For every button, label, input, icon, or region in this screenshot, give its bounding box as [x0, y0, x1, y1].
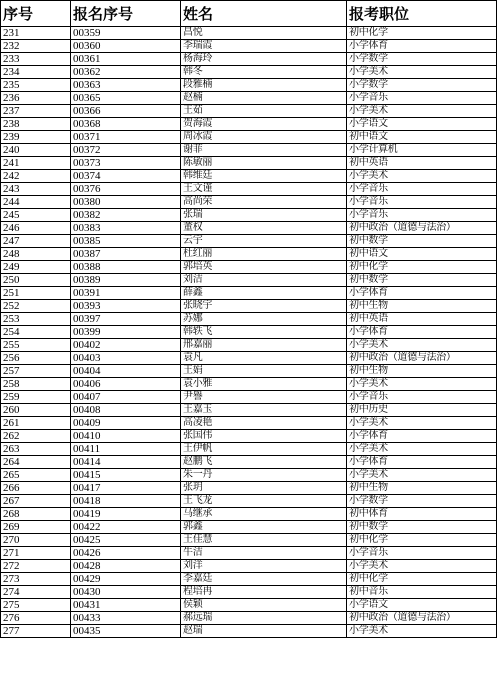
position-cell: 初中生物: [347, 482, 497, 495]
position-cell: 小学美术: [347, 417, 497, 430]
name-cell: 王茹: [181, 105, 347, 118]
serial-number-cell: 276: [1, 612, 71, 625]
registration-number-cell: 00408: [71, 404, 181, 417]
name-cell: 刘洋: [181, 560, 347, 573]
serial-number-cell: 251: [1, 287, 71, 300]
table-row: [1, 560, 497, 573]
table-row: [1, 430, 497, 443]
serial-number-cell: 252: [1, 300, 71, 313]
table-row: [1, 456, 497, 469]
serial-number-cell: 237: [1, 105, 71, 118]
position-cell: 初中政治（道德与法治）: [347, 612, 497, 625]
position-cell: 初中历史: [347, 404, 497, 417]
name-cell: 韩冬: [181, 66, 347, 79]
serial-number-cell: 247: [1, 235, 71, 248]
serial-number-cell: 248: [1, 248, 71, 261]
serial-number-cell: 240: [1, 144, 71, 157]
table-row: [1, 66, 497, 79]
registration-number-cell: 00409: [71, 417, 181, 430]
serial-number-cell: 243: [1, 183, 71, 196]
serial-number-cell: 231: [1, 27, 71, 40]
registration-number-cell: 00368: [71, 118, 181, 131]
position-cell: 小学美术: [347, 625, 497, 638]
table-row: [1, 313, 497, 326]
registration-number-cell: 00373: [71, 157, 181, 170]
serial-number-cell: 258: [1, 378, 71, 391]
position-cell: 小学美术: [347, 66, 497, 79]
registration-number-cell: 00406: [71, 378, 181, 391]
serial-number-cell: 245: [1, 209, 71, 222]
position-cell: 初中体育: [347, 508, 497, 521]
registration-number-cell: 00417: [71, 482, 181, 495]
name-cell: 赵鹏飞: [181, 456, 347, 469]
name-cell: 张国伟: [181, 430, 347, 443]
registration-number-cell: 00428: [71, 560, 181, 573]
table-row: [1, 391, 497, 404]
table-row: [1, 79, 497, 92]
position-cell: 初中语文: [347, 248, 497, 261]
position-cell: 小学数学: [347, 495, 497, 508]
table-row: [1, 183, 497, 196]
position-cell: 初中数学: [347, 274, 497, 287]
position-cell: 小学体育: [347, 456, 497, 469]
table-row: [1, 274, 497, 287]
registration-number-cell: 00435: [71, 625, 181, 638]
serial-number-cell: 234: [1, 66, 71, 79]
position-cell: 小学音乐: [347, 391, 497, 404]
name-cell: 王伊帆: [181, 443, 347, 456]
table-row: [1, 352, 497, 365]
registration-number-cell: 00403: [71, 352, 181, 365]
table-row: [1, 92, 497, 105]
serial-number-cell: 263: [1, 443, 71, 456]
registration-number-cell: 00419: [71, 508, 181, 521]
registration-number-cell: 00433: [71, 612, 181, 625]
registration-number-cell: 00415: [71, 469, 181, 482]
serial-number-cell: 255: [1, 339, 71, 352]
name-cell: 王嘉玉: [181, 404, 347, 417]
serial-number-cell: 273: [1, 573, 71, 586]
name-cell: 段雅楠: [181, 79, 347, 92]
serial-number-cell: 235: [1, 79, 71, 92]
name-cell: 王文谨: [181, 183, 347, 196]
position-cell: 小学美术: [347, 378, 497, 391]
serial-number-cell: 239: [1, 131, 71, 144]
registration-number-cell: 00410: [71, 430, 181, 443]
position-cell: 小学美术: [347, 170, 497, 183]
registration-number-cell: 00391: [71, 287, 181, 300]
registration-number-cell: 00425: [71, 534, 181, 547]
position-cell: 小学美术: [347, 469, 497, 482]
table-row: [1, 118, 497, 131]
name-cell: 牛洁: [181, 547, 347, 560]
name-cell: 韩轶飞: [181, 326, 347, 339]
table-row: [1, 157, 497, 170]
table-row: [1, 300, 497, 313]
position-cell: 初中数学: [347, 235, 497, 248]
registration-number-cell: 00361: [71, 53, 181, 66]
name-cell: 郝远瑞: [181, 612, 347, 625]
serial-number-cell: 267: [1, 495, 71, 508]
serial-number-cell: 256: [1, 352, 71, 365]
serial-number-cell: 266: [1, 482, 71, 495]
serial-number-cell: 238: [1, 118, 71, 131]
serial-number-cell: 249: [1, 261, 71, 274]
name-cell: 高凌艳: [181, 417, 347, 430]
name-cell: 王飞龙: [181, 495, 347, 508]
name-cell: 李嘉廷: [181, 573, 347, 586]
position-cell: 小学体育: [347, 430, 497, 443]
serial-number-cell: 236: [1, 92, 71, 105]
name-cell: 陈敏丽: [181, 157, 347, 170]
serial-number-cell: 268: [1, 508, 71, 521]
registration-number-cell: 00399: [71, 326, 181, 339]
position-cell: 初中政治（道德与法治）: [347, 222, 497, 235]
name-cell: 谢菲: [181, 144, 347, 157]
registration-number-cell: 00404: [71, 365, 181, 378]
table-row: [1, 482, 497, 495]
name-cell: 韩维廷: [181, 170, 347, 183]
name-cell: 马继承: [181, 508, 347, 521]
position-cell: 初中音乐: [347, 586, 497, 599]
table-row: [1, 547, 497, 560]
position-cell: 小学美术: [347, 560, 497, 573]
serial-number-cell: 232: [1, 40, 71, 53]
table-row: [1, 599, 497, 612]
registration-number-cell: 00385: [71, 235, 181, 248]
registration-number-cell: 00431: [71, 599, 181, 612]
name-cell: 朱一丹: [181, 469, 347, 482]
registration-number-cell: 00371: [71, 131, 181, 144]
name-cell: 薛鑫: [181, 287, 347, 300]
table-row: [1, 235, 497, 248]
table-row: [1, 144, 497, 157]
table-row: [1, 105, 497, 118]
position-cell: 小学美术: [347, 105, 497, 118]
name-cell: 张瑞: [181, 209, 347, 222]
name-cell: 邢嘉丽: [181, 339, 347, 352]
serial-number-cell: 261: [1, 417, 71, 430]
serial-number-cell: 260: [1, 404, 71, 417]
name-cell: 云宇: [181, 235, 347, 248]
registration-number-cell: 00429: [71, 573, 181, 586]
name-cell: 张晓宇: [181, 300, 347, 313]
position-cell: 小学音乐: [347, 547, 497, 560]
table-row: [1, 469, 497, 482]
name-cell: 尹譽: [181, 391, 347, 404]
serial-number-cell: 246: [1, 222, 71, 235]
registration-number-cell: 00414: [71, 456, 181, 469]
name-cell: 王佳慧: [181, 534, 347, 547]
table-row: [1, 495, 497, 508]
registration-number-cell: 00389: [71, 274, 181, 287]
position-cell: 初中化学: [347, 261, 497, 274]
registration-number-cell: 00411: [71, 443, 181, 456]
serial-number-cell: 270: [1, 534, 71, 547]
registration-number-cell: 00422: [71, 521, 181, 534]
table-row: [1, 378, 497, 391]
registration-number-cell: 00359: [71, 27, 181, 40]
registration-number-cell: 00397: [71, 313, 181, 326]
position-cell: 初中政治（道德与法治）: [347, 352, 497, 365]
registration-number-cell: 00380: [71, 196, 181, 209]
table-row: [1, 339, 497, 352]
registration-number-cell: 00376: [71, 183, 181, 196]
position-cell: 小学语文: [347, 118, 497, 131]
serial-number-cell: 271: [1, 547, 71, 560]
registration-number-cell: 00426: [71, 547, 181, 560]
registration-number-cell: 00365: [71, 92, 181, 105]
table-row: [1, 625, 497, 638]
table-row: [1, 443, 497, 456]
registration-number-cell: 00374: [71, 170, 181, 183]
name-cell: 周冰霞: [181, 131, 347, 144]
table-row: [1, 404, 497, 417]
table-body: [1, 27, 497, 638]
registration-number-cell: 00407: [71, 391, 181, 404]
header-serial-number: 序号: [1, 1, 71, 27]
name-cell: 昌悦: [181, 27, 347, 40]
serial-number-cell: 277: [1, 625, 71, 638]
name-cell: 董权: [181, 222, 347, 235]
name-cell: 袁小雅: [181, 378, 347, 391]
position-cell: 小学美术: [347, 443, 497, 456]
name-cell: 张玥: [181, 482, 347, 495]
registration-number-cell: 00388: [71, 261, 181, 274]
position-cell: 初中生物: [347, 300, 497, 313]
table-row: [1, 326, 497, 339]
name-cell: 王娟: [181, 365, 347, 378]
position-cell: 小学美术: [347, 339, 497, 352]
position-cell: 小学数学: [347, 79, 497, 92]
serial-number-cell: 253: [1, 313, 71, 326]
table-header: [1, 1, 497, 27]
header-registration-number: 报名序号: [71, 1, 181, 27]
position-cell: 小学音乐: [347, 183, 497, 196]
serial-number-cell: 264: [1, 456, 71, 469]
position-cell: 小学体育: [347, 326, 497, 339]
table-row: [1, 365, 497, 378]
name-cell: 苏娜: [181, 313, 347, 326]
serial-number-cell: 265: [1, 469, 71, 482]
serial-number-cell: 254: [1, 326, 71, 339]
serial-number-cell: 250: [1, 274, 71, 287]
position-cell: 小学计算机: [347, 144, 497, 157]
serial-number-cell: 257: [1, 365, 71, 378]
table-row: [1, 521, 497, 534]
registration-number-cell: 00387: [71, 248, 181, 261]
position-cell: 初中化学: [347, 534, 497, 547]
position-cell: 小学体育: [347, 40, 497, 53]
registration-number-cell: 00430: [71, 586, 181, 599]
table-row: [1, 508, 497, 521]
registration-number-cell: 00363: [71, 79, 181, 92]
registration-number-cell: 00366: [71, 105, 181, 118]
name-cell: 刘洁: [181, 274, 347, 287]
table-row: [1, 248, 497, 261]
name-cell: 袁凡: [181, 352, 347, 365]
name-cell: 郭鑫: [181, 521, 347, 534]
registration-number-cell: 00393: [71, 300, 181, 313]
name-cell: 贺海霞: [181, 118, 347, 131]
table-row: [1, 222, 497, 235]
table-row: [1, 586, 497, 599]
position-cell: 初中语文: [347, 131, 497, 144]
name-cell: 侯颖: [181, 599, 347, 612]
serial-number-cell: 233: [1, 53, 71, 66]
position-cell: 初中英语: [347, 157, 497, 170]
table-row: [1, 209, 497, 222]
name-cell: 赵楠: [181, 92, 347, 105]
table-row: [1, 573, 497, 586]
registration-number-cell: 00360: [71, 40, 181, 53]
position-cell: 初中英语: [347, 313, 497, 326]
header-row: [1, 1, 497, 27]
table-row: [1, 261, 497, 274]
position-cell: 初中数学: [347, 521, 497, 534]
position-cell: 小学数学: [347, 53, 497, 66]
position-cell: 初中生物: [347, 365, 497, 378]
registration-number-cell: 00382: [71, 209, 181, 222]
position-cell: 初中化学: [347, 573, 497, 586]
serial-number-cell: 272: [1, 560, 71, 573]
header-applied-position: 报考职位: [347, 1, 497, 27]
serial-number-cell: 274: [1, 586, 71, 599]
table-row: [1, 534, 497, 547]
serial-number-cell: 241: [1, 157, 71, 170]
name-cell: 高尚荣: [181, 196, 347, 209]
table-row: [1, 287, 497, 300]
position-cell: 小学体育: [347, 287, 497, 300]
table-row: [1, 612, 497, 625]
registration-number-cell: 00372: [71, 144, 181, 157]
name-cell: 赵瑞: [181, 625, 347, 638]
name-cell: 程培冉: [181, 586, 347, 599]
name-cell: 李瑞霞: [181, 40, 347, 53]
position-cell: 小学音乐: [347, 209, 497, 222]
position-cell: 小学音乐: [347, 92, 497, 105]
position-cell: 小学语文: [347, 599, 497, 612]
registration-number-cell: 00383: [71, 222, 181, 235]
serial-number-cell: 244: [1, 196, 71, 209]
serial-number-cell: 259: [1, 391, 71, 404]
table-row: [1, 53, 497, 66]
table-row: [1, 196, 497, 209]
registration-number-cell: 00402: [71, 339, 181, 352]
header-name: 姓名: [181, 1, 347, 27]
table-row: [1, 417, 497, 430]
table-row: [1, 170, 497, 183]
registration-number-cell: 00418: [71, 495, 181, 508]
serial-number-cell: 242: [1, 170, 71, 183]
position-cell: 初中化学: [347, 27, 497, 40]
table-row: [1, 131, 497, 144]
registration-number-cell: 00362: [71, 66, 181, 79]
name-cell: 郭培英: [181, 261, 347, 274]
name-cell: 杜红丽: [181, 248, 347, 261]
name-cell: 杨海玲: [181, 53, 347, 66]
table-row: [1, 40, 497, 53]
table-row: [1, 27, 497, 40]
position-cell: 小学音乐: [347, 196, 497, 209]
serial-number-cell: 275: [1, 599, 71, 612]
serial-number-cell: 269: [1, 521, 71, 534]
serial-number-cell: 262: [1, 430, 71, 443]
